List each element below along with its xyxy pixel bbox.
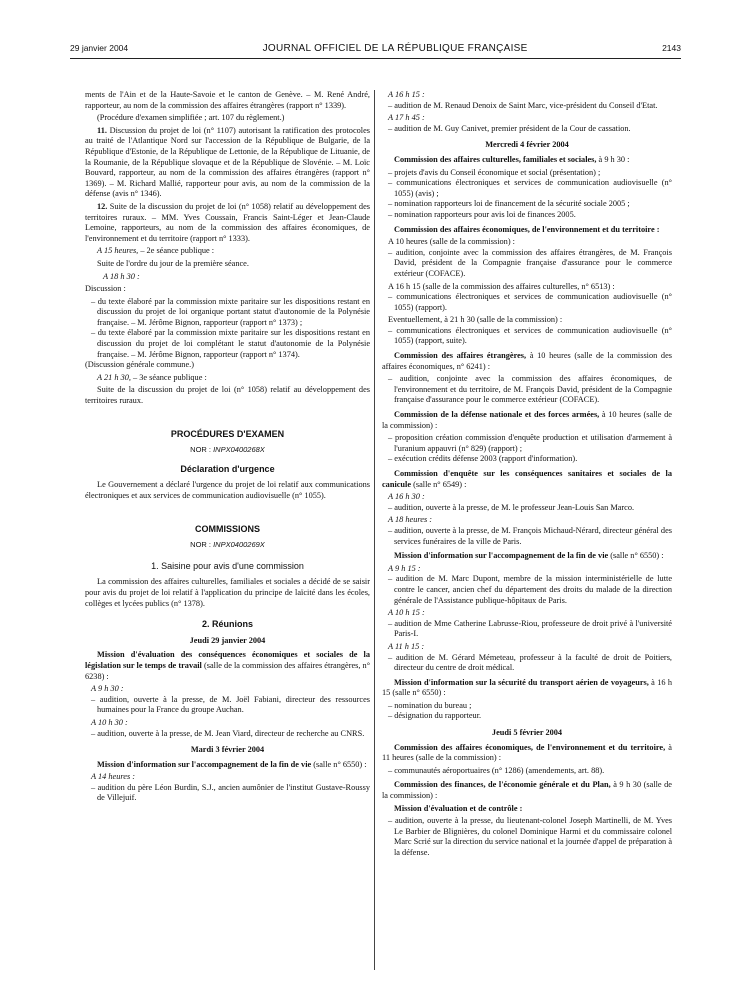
list-item: – audition de M. Renaud Denoix de Saint Marc, vice-président du Conseil d'Etat.: [388, 100, 658, 110]
time-label: A 10 h 15 :: [388, 608, 425, 618]
nor-reference: NOR : INPX0400268X: [190, 445, 265, 455]
column-separator: [374, 90, 375, 970]
section-title: PROCÉDURES D'EXAMEN: [170, 428, 285, 439]
paragraph: 11. Discussion du projet de loi (n° 1107) autorisant la ratification des protocoles au traité de l'Atlantique Nord sur l'accession de la République de Bulgarie, de la République d'Estonie, de la République de Lettonie, de la République de Lituanie, de la Roumanie, de la République slovaque et de la République de Slovénie. – M. Loïc Bouvard, rapporteur, au nom de la commission des affaires étrangères (rapport n° 1369). – M. Richard Mallié, rapporteur pour avis, au nom de la commission de la défense (avis n° 1346).: [85, 125, 370, 199]
list-item: – audition, ouverte à la presse, de M. Jean Viard, directeur de recherche au CNRS.: [91, 728, 365, 738]
paragraph: Suite de la discussion du projet de loi (n° 1058) relatif au développement des territoires ruraux.: [85, 385, 370, 406]
time-label: A 14 heures :: [91, 772, 136, 782]
time-label: A 16 h 30 :: [388, 492, 425, 502]
section-title: COMMISSIONS: [194, 523, 260, 534]
day-heading: Mardi 3 février 2004: [190, 745, 265, 755]
paragraph: La commission des affaires culturelles, familiales et sociales a décidé de se saisir pour avis du projet de loi relatif à l'application du principe de laïcité dans les écoles, collèges et lycées publics (n° 1378).: [85, 577, 370, 608]
paragraph: Commission des affaires étrangères, à 10 heures (salle de la commission des affaires économiques, n° 6241) :: [382, 351, 672, 371]
time-label: A 10 heures (salle de la commission) :: [388, 237, 515, 247]
list-item: – audition, ouverte à la presse, du lieutenant-colonel Joseph Martinelli, de M. Yves Le Barbier de Blignières, du colonel Dominique Harmi et du commissaire colonel Marc Scrié sur la direction du service national et la journée d'appel de préparation à la défense.: [388, 816, 672, 857]
list-item: – désignation du rapporteur.: [388, 711, 482, 721]
header-title: JOURNAL OFFICIEL DE LA RÉPUBLIQUE FRANÇAISE: [262, 42, 528, 54]
subsection-title: 2. Réunions: [201, 619, 253, 630]
paragraph: Mission d'information sur l'accompagnement de la fin de vie (salle n° 6550) :: [97, 759, 367, 769]
paragraph: Commission des finances, de l'économie générale et du Plan, à 9 h 30 (salle de la commission) :: [382, 780, 672, 801]
list-item: – audition, ouverte à la presse, de M. le professeur Jean-Louis San Marco.: [388, 502, 635, 512]
list-item: – audition de M. Guy Canivet, premier président de la Cour de cassation.: [388, 123, 631, 133]
list-item: – nomination rapporteurs pour avis loi de finances 2005.: [388, 209, 576, 219]
list-item: – communications électroniques et services de communication audiovisuelle (n° 1055) (rapport, suite).: [388, 325, 672, 346]
session-heading: A 15 heures, – 2e séance publique :: [97, 246, 215, 256]
paragraph: Discussion :: [85, 284, 126, 294]
time-label: A 10 h 30 :: [91, 717, 128, 727]
paragraph: Commission d'enquête sur les conséquences sanitaires et sociales de la canicule (salle n° 6549) :: [382, 469, 672, 489]
paragraph: 12. Suite de la discussion du projet de loi (n° 1058) relatif au développement des territoires ruraux. – MM. Yves Coussain, Francis Saint-Léger et Jean-Claude Lemoine, rapporteurs, au nom de la commission des affaires économiques, de l'environnement et du territoire (rapport n° 1333).: [85, 201, 370, 243]
day-heading: Jeudi 5 février 2004: [491, 728, 563, 738]
list-item: – communications électroniques et services de communication audiovisuelle (n° 1055) (rapport).: [388, 292, 672, 312]
list-item: – nomination rapporteurs loi de financement de la sécurité sociale 2005 ;: [388, 199, 630, 209]
right-column: [382, 90, 672, 859]
time-label: A 18 heures :: [388, 515, 433, 525]
paragraph: (Discussion générale commune.): [85, 360, 194, 370]
time-label: A 18 h 30 :: [103, 271, 140, 281]
paragraph: Commission des affaires économiques, de l'environnement et du territoire, à 11 heures (salle de la commission) :: [382, 742, 672, 763]
page-header: [70, 40, 681, 56]
list-item: – communications électroniques et services de communication audiovisuelle (n° 1055) (avis) ;: [388, 178, 672, 198]
list-item: – communautés aéroportuaires (n° 1286) (amendements, art. 88).: [388, 765, 605, 775]
subsection-title: Déclaration d'urgence: [180, 463, 275, 474]
paragraph: Commission des affaires culturelles, familiales et sociales, à 9 h 30 :: [394, 154, 630, 164]
paragraph: Commission des affaires économiques, de l'environnement et du territoire :: [394, 224, 660, 234]
day-heading: Jeudi 29 janvier 2004: [189, 635, 266, 645]
left-column: [85, 90, 370, 804]
paragraph: Mission d'évaluation des conséquences économiques et sociales de la législation sur le temps de travail (salle de la commission des affaires étrangères, n° 6238) :: [85, 650, 371, 681]
session-heading: A 21 h 30, – 3e séance publique :: [97, 372, 207, 382]
list-item: – audition, conjointe avec la commission des affaires étrangères, de M. François David, président de la Compagnie française d'assurance pour le commerce extérieur (COFACE).: [388, 247, 672, 278]
header-rule: [70, 58, 681, 59]
paragraph: (Procédure d'examen simplifiée ; art. 107 du règlement.): [97, 113, 285, 123]
list-item: – du texte élaboré par la commission mixte paritaire sur les dispositions restant en discussion du projet de loi complétant le statut d'autonomie de la Polynésie française. – M. Jérôme Bignon, rapporteur (rapport n° 1374).: [91, 328, 370, 359]
day-heading: Mercredi 4 février 2004: [485, 140, 569, 150]
paragraph: Le Gouvernement a déclaré l'urgence du projet de loi relatif aux communications électroniques et aux services de communication audiovisuelle (n° 1055).: [85, 480, 370, 500]
time-label: A 9 h 15 :: [388, 563, 421, 573]
nor-reference: NOR : INPX0400269X: [190, 540, 265, 550]
time-label: A 9 h 30 :: [91, 684, 124, 694]
paragraph: Mission d'évaluation et de contrôle :: [394, 803, 523, 813]
list-item: – audition, ouverte à la presse, de M. François Michaud-Nérard, directeur général des services funéraires de la ville de Paris.: [388, 525, 672, 546]
time-label: A 16 h 15 (salle de la commission des affaires culturelles, n° 6513) :: [388, 281, 615, 291]
list-item: – audition de M. Marc Dupont, membre de la mission interministérielle de lutte contre le cancer, ancien chef du département des droits du malade de la direction générale de l'Assistance publique-hôpitaux de Paris.: [388, 574, 672, 605]
subsection-title: 1. Saisine pour avis d'une commission: [151, 560, 304, 571]
list-item: – exécution crédits défense 2003 (rapport d'information).: [388, 454, 578, 464]
time-label: A 11 h 15 :: [388, 641, 425, 651]
paragraph: Suite de l'ordre du jour de la première séance.: [97, 258, 249, 268]
list-item: – projets d'avis du Conseil économique et social (présentation) ;: [388, 167, 601, 177]
paragraph: Commission de la défense nationale et des forces armées, à 10 heures (salle de la commission) :: [382, 410, 672, 430]
paragraph: Mission d'information sur l'accompagnement de la fin de vie (salle n° 6550) :: [394, 551, 664, 561]
time-label: A 16 h 15 :: [388, 90, 425, 99]
paragraph: ments de l'Ain et de la Haute-Savoie et le canton de Genève. – M. René André, rapporteur, au nom de la commission des affaires étrangères (rapport n° 1339).: [85, 90, 370, 110]
list-item: – audition de M. Gérard Mémeteau, professeur à la faculté de droit de Poitiers, directeur du centre de droit médical.: [388, 652, 672, 673]
list-item: – audition de Mme Catherine Labrusse-Riou, professeure de droit privé à l'université Paris-I.: [388, 618, 672, 639]
list-item: – audition, ouverte à la presse, de M. Joël Fabiani, directeur des ressources humaines pour la France du groupe Auchan.: [91, 694, 370, 715]
list-item: – audition, conjointe avec la commission des affaires économiques, de l'environnement et du territoire, de M. François David, président de la Compagnie française d'assurance pour le commerce extérieur (COFACE).: [388, 374, 672, 405]
list-item: – nomination du bureau ;: [388, 700, 472, 710]
list-item: – proposition création commission d'enquête production et utilisation d'armement à l'uranium appauvri (n° 829) (rapport) ;: [388, 433, 672, 453]
time-label: A 17 h 45 :: [388, 113, 425, 123]
list-item: – du texte élaboré par la commission mixte paritaire sur les dispositions restant en discussion du projet de loi organique portant statut d'autonomie de la Polynésie française. – M. Jérôme Bignon, rapporteur (rapport n° 1373) ;: [91, 296, 370, 327]
time-label: Eventuellement, à 21 h 30 (salle de la commission) :: [388, 315, 563, 325]
list-item: – audition du père Léon Burdin, S.J., ancien aumônier de l'institut Gustave-Roussy de Villejuif.: [91, 782, 370, 803]
header-date: 29 janvier 2004: [70, 43, 129, 53]
header-page-number: 2143: [662, 43, 681, 53]
paragraph: Mission d'information sur la sécurité du transport aérien de voyageurs, à 16 h 15 (salle n° 6550) :: [382, 677, 672, 698]
